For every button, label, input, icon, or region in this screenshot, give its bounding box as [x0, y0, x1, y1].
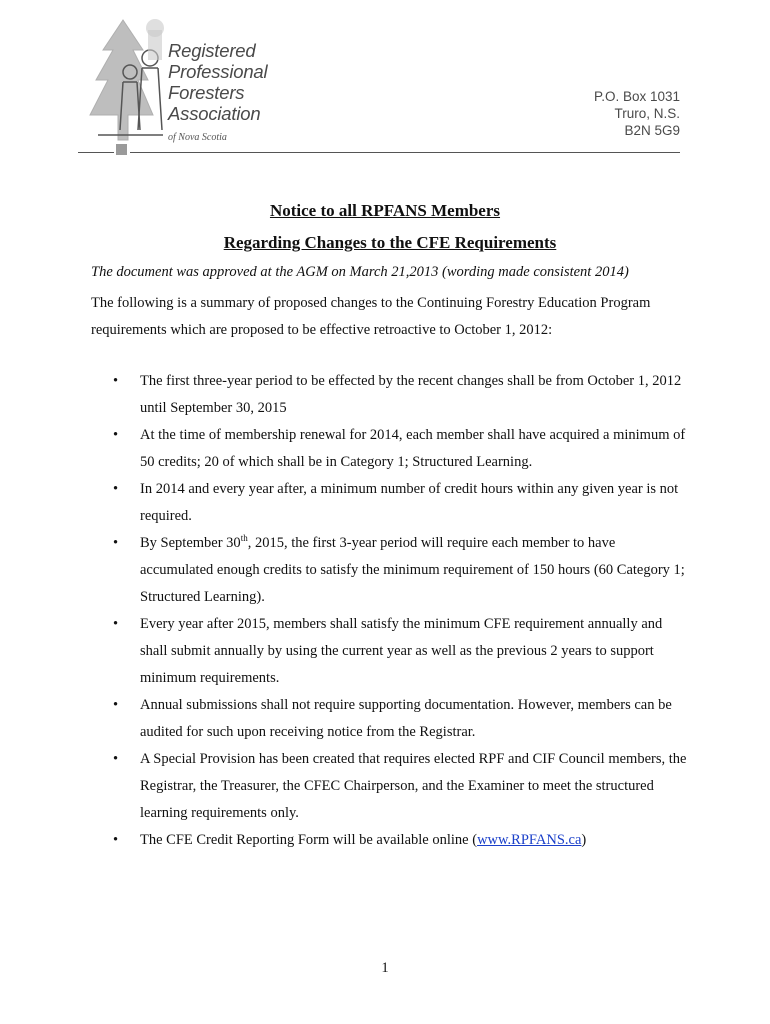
bullet-icon: •	[113, 427, 119, 443]
list-item-text-end: , 2015, the first 3-year period will require each member to have accumulated enough credits to satisfy the minimum requirement of 150 hours (60 Category 1; Structured Learning).	[140, 535, 685, 605]
list-item	[113, 827, 688, 854]
intro-paragraph: The following is a summary of proposed changes to the Continuing Forestry Education Program requirements which are proposed to be effective retroactive to October 1, 2012:	[91, 295, 651, 338]
org-name-line-1: Registered	[168, 40, 256, 61]
list-item-text: In 2014 and every year after, a minimum number of credit hours within any given year is not required.	[140, 481, 679, 524]
org-subtitle: of Nova Scotia	[168, 132, 227, 143]
org-name	[168, 40, 267, 124]
list-item-text: At the time of membership renewal for 2014, each member shall have acquired a minimum of 50 credits; 20 of which shall be in Category 1; Structured Learning.	[140, 427, 686, 470]
document-subtitle: Regarding Changes to the CFE Requirements	[223, 233, 557, 252]
bullet-icon: •	[113, 535, 119, 551]
mailing-address	[594, 88, 680, 139]
list-item-text-start: The CFE Credit Reporting Form will be available online (	[140, 832, 478, 848]
rpfans-website-link[interactable]: www.RPFANS.ca	[477, 832, 582, 848]
address-line-2: Truro, N.S.	[614, 106, 680, 121]
list-item-text: Annual submissions shall not require supporting documentation. However, members can be audited for such upon receiving notice from the Registrar.	[140, 697, 672, 740]
org-name-line-4: Association	[168, 103, 261, 124]
list-item-text: Every year after 2015, members shall satisfy the minimum CFE requirement annually and shall submit annually by using the current year as well as the previous 2 years to support minimum requirements.	[140, 616, 663, 686]
bullet-icon: •	[113, 697, 119, 713]
header-rule-marker	[116, 144, 127, 155]
bullet-icon: •	[113, 832, 119, 848]
header-rule-right	[130, 152, 680, 153]
bullet-icon: •	[113, 616, 119, 632]
requirements-list	[113, 368, 688, 854]
ordinal-suffix: th	[240, 533, 248, 544]
list-item	[113, 368, 688, 422]
org-name-line-2: Professional	[168, 61, 268, 82]
list-item-text: A Special Provision has been created that requires elected RPF and CIF Council members, the Registrar, the Treasurer, the CFEC Chairperson, and the Examiner to meet the structured learning requirements only.	[140, 751, 687, 821]
bullet-icon: •	[113, 481, 119, 497]
bullet-icon: •	[113, 751, 119, 767]
list-item	[113, 746, 688, 827]
org-name-line-3: Foresters	[168, 82, 245, 103]
list-item	[113, 692, 688, 746]
page-number: 1	[381, 960, 389, 976]
list-item	[113, 476, 688, 530]
bullet-icon: •	[113, 373, 119, 389]
header-rule-left	[78, 152, 114, 153]
list-item	[113, 422, 688, 476]
address-line-1: P.O. Box 1031	[593, 89, 680, 104]
list-item-text-start: By September 30	[140, 535, 241, 551]
approval-note: The document was approved at the AGM on March 21,2013 (wording made consistent 2014)	[91, 264, 629, 280]
list-item-text: The first three-year period to be effected by the recent changes shall be from October 1, 2012 until September 30, 2015	[140, 373, 682, 416]
list-item	[113, 611, 688, 692]
address-line-3: B2N 5G9	[624, 123, 680, 138]
document-title: Notice to all RPFANS Members	[269, 201, 501, 220]
list-item-text-end: )	[581, 832, 587, 848]
list-item	[113, 530, 688, 611]
